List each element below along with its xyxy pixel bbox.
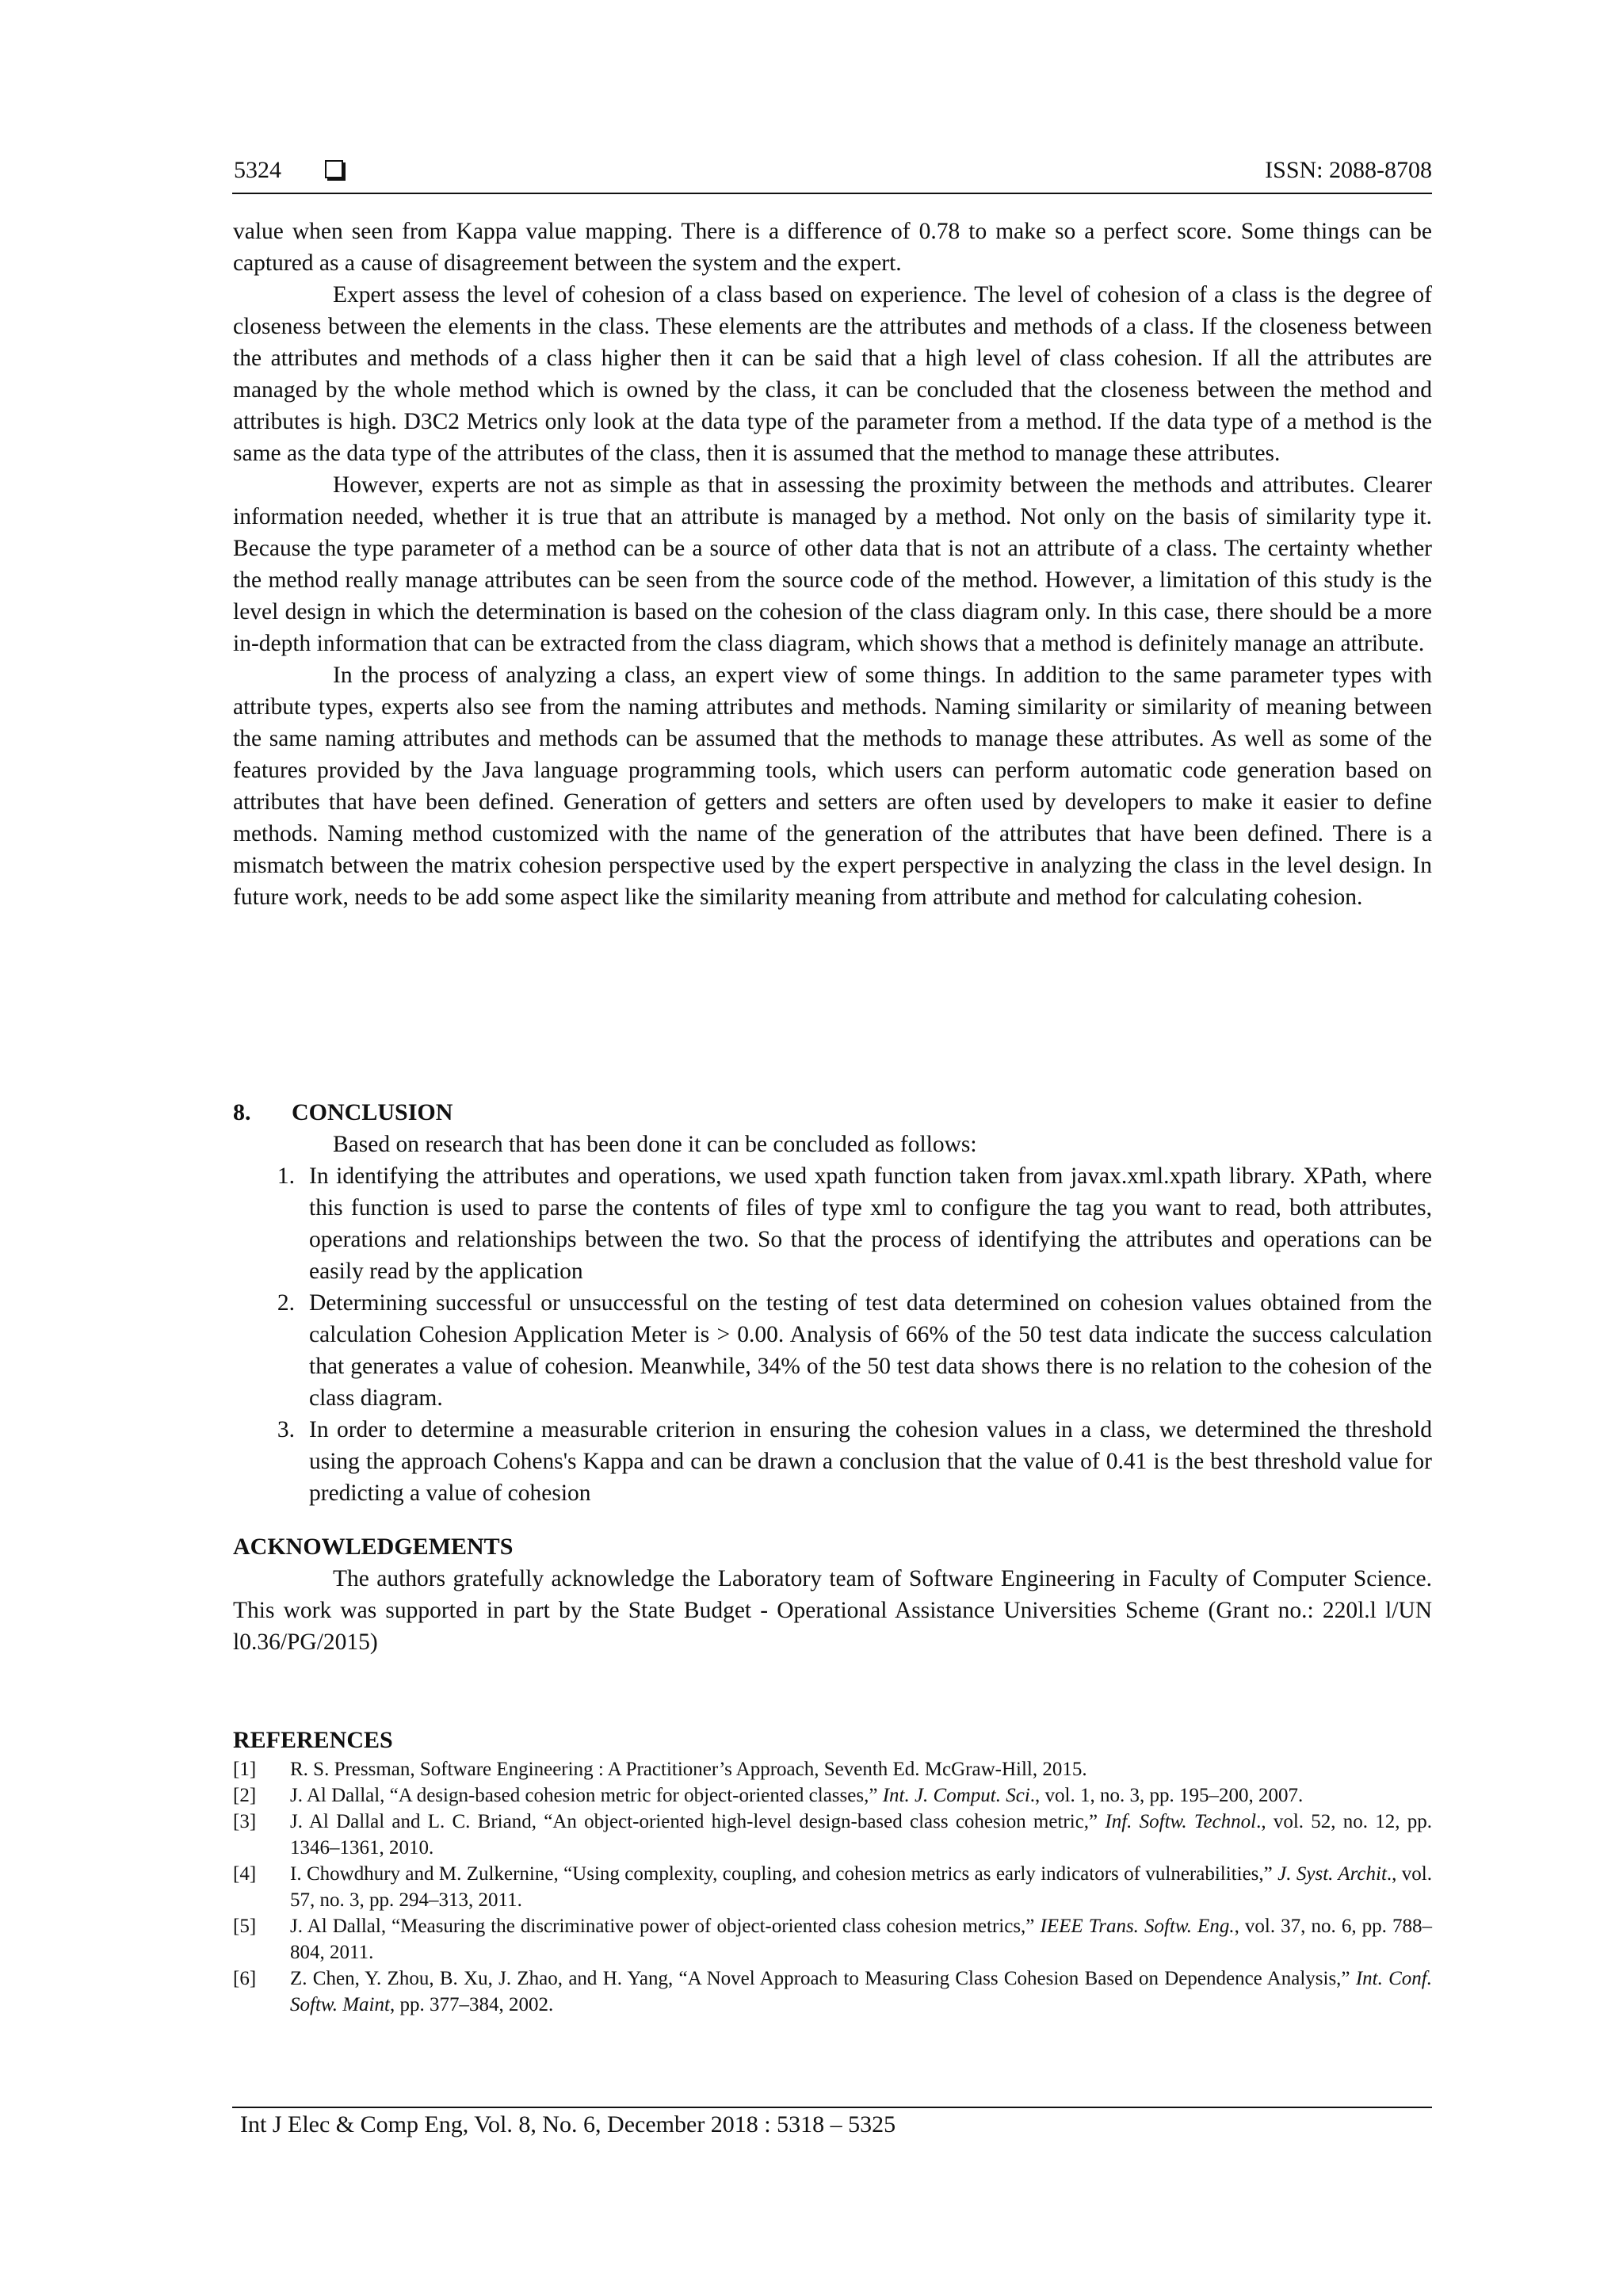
acknowledgements-heading: ACKNOWLEDGEMENTS (233, 1534, 514, 1560)
page-number: 5324 (234, 157, 281, 183)
list-item (233, 1287, 1432, 1414)
paragraph-1: value when seen from Kappa value mapping. There is a difference of 0.78 to make so a perfect score. Some things can be captured as a cause of disagreement between the system and the expert. (233, 219, 1432, 276)
reference-item (233, 1756, 1432, 1782)
list-item-number: 3. (277, 1417, 295, 1442)
acknowledgements-text: The authors gratefully acknowledge the Laboratory team of Software Engineering in Faculty of Computer Science. This work was supported in part by the State Budget - Operational Assistance Universities Scheme (Grant no.: 220l.l l/UN l0.36/PG/2015) (233, 1566, 1432, 1655)
reference-text: J. Al Dallal, “A design-based cohesion metric for object-oriented classes,” Int. J. Comput. Sci., vol. 1, no. 3, pp. 195–200, 2007. (290, 1785, 1304, 1806)
running-footer: Int J Elec & Comp Eng, Vol. 8, No. 6, December 2018 : 5318 – 5325 (240, 2111, 896, 2137)
square-bullet-icon (325, 160, 343, 178)
reference-item (233, 1966, 1432, 2018)
conclusion-intro: Based on research that has been done it can be concluded as follows: (333, 1132, 977, 1157)
reference-item (233, 1782, 1432, 1809)
list-item-number: 2. (277, 1290, 295, 1316)
list-item (233, 1414, 1432, 1509)
reference-number: [5] (233, 1916, 257, 1937)
reference-number: [2] (233, 1785, 257, 1806)
section-number: 8. (233, 1099, 251, 1125)
paragraph-3: However, experts are not as simple as that in assessing the proximity between the methods and attributes. Clearer information needed, whether it is true that an attribute is managed by a method. Not only on the basis of similarity type it. Because the type parameter of a method can be a source of other data that is not an attribute of a class. The certainty whether the method really manage attributes can be seen from the source code of the method. However, a limitation of this study is the level design in which the determination is based on the cohesion of the class diagram only. In this case, there should be a more in-depth information that can be extracted from the class diagram, which shows that a method is definitely manage an attribute. (233, 472, 1432, 656)
list-item-number: 1. (277, 1163, 295, 1189)
reference-number: [4] (233, 1863, 257, 1885)
section-title: CONCLUSION (292, 1099, 453, 1125)
references-heading: REFERENCES (233, 1727, 393, 1753)
reference-number: [6] (233, 1968, 257, 1989)
list-item-text: In order to determine a measurable criterion in ensuring the cohesion values in a class, we determined the threshold using the approach Cohens's Kappa and can be drawn a conclusion that the value of 0.41 is the best threshold value for predicting a value of cohesion (309, 1417, 1432, 1506)
running-header (234, 155, 1432, 193)
reference-item (233, 1809, 1432, 1861)
references-section (233, 1725, 1432, 2018)
reference-text: J. Al Dallal and L. C. Briand, “An object-oriented high-level design-based class cohesion metric,” Inf. Softw. Technol., vol. 52, no. 12, pp. 1346–1361, 2010. (290, 1811, 1433, 1859)
paragraph-2: Expert assess the level of cohesion of a class based on experience. The level of cohesion of a class is the degree of closeness between the elements in the class. These elements are the attributes and methods of a class. If the closeness between the attributes and methods of a class higher then it can be said that a high level of class cohesion. If all the attributes are managed by the whole method which is owned by the class, it can be concluded that the closeness between the method and attributes is high. D3C2 Metrics only look at the data type of the parameter from a method. If the data type of a method is the same as the data type of the attributes of the class, then it is assumed that the method to manage these attributes. (233, 282, 1432, 466)
conclusion-heading (233, 1097, 1432, 1129)
list-item-text: Determining successful or unsuccessful on the testing of test data determined on cohesion values obtained from the calculation Cohesion Application Meter is > 0.00. Analysis of 66% of the 50 test data indicate the success calculation that generates a value of cohesion. Meanwhile, 34% of the 50 test data shows there is no relation to the cohesion of the class diagram. (309, 1290, 1432, 1411)
list-item-text: In identifying the attributes and operations, we used xpath function taken from javax.xml.xpath library. XPath, where this function is used to parse the contents of files of type xml to configure the tag you want to read, both attributes, operations and relationships between the two. So that the process of identifying the attributes and operations can be easily read by the application (309, 1163, 1432, 1284)
issn-label: ISSN: 2088-8708 (1265, 157, 1432, 183)
paragraph-4: In the process of analyzing a class, an expert view of some things. In addition to the same parameter types with attribute types, experts also see from the naming attributes and methods. Naming similarity or similarity of meaning between the same naming attributes and methods can be assumed that the methods to manage these attributes. As well as some of the features provided by the Java language programming tools, which users can perform automatic code generation based on attributes that have been defined. Generation of getters and setters are often used by developers to make it easier to define methods. Naming method customized with the name of the generation of the attributes that have been defined. There is a mismatch between the matrix cohesion perspective used by the expert perspective in analyzing the class in the level design. In future work, needs to be add some aspect like the similarity meaning from attribute and method for calculating cohesion. (233, 663, 1432, 910)
discussion-text (233, 216, 1432, 913)
reference-list (233, 1756, 1432, 2018)
acknowledgements-section (233, 1531, 1432, 1658)
reference-text: I. Chowdhury and M. Zulkernine, “Using complexity, coupling, and cohesion metrics as early indicators of vulnerabilities,” J. Syst. Archit., vol. 57, no. 3, pp. 294–313, 2011. (290, 1863, 1432, 1911)
footer-divider (232, 2107, 1432, 2108)
list-item (233, 1160, 1432, 1287)
reference-item (233, 1861, 1432, 1913)
reference-number: [1] (233, 1759, 257, 1780)
conclusion-list (233, 1160, 1432, 1509)
reference-text: R. S. Pressman, Software Engineering : A Practitioner’s Approach, Seventh Ed. McGraw-Hill, 2015. (290, 1759, 1087, 1780)
reference-text: Z. Chen, Y. Zhou, B. Xu, J. Zhao, and H. Yang, “A Novel Approach to Measuring Class Cohesion Based on Dependence Analysis,” Int. Conf. Softw. Maint, pp. 377–384, 2002. (290, 1968, 1432, 2015)
reference-item (233, 1913, 1432, 1966)
reference-number: [3] (233, 1811, 257, 1832)
header-divider (232, 193, 1432, 194)
conclusion-section (233, 1097, 1432, 1509)
reference-text: J. Al Dallal, “Measuring the discriminative power of object-oriented class cohesion metrics,” IEEE Trans. Softw. Eng., vol. 37, no. 6, pp. 788–804, 2011. (290, 1916, 1432, 1963)
